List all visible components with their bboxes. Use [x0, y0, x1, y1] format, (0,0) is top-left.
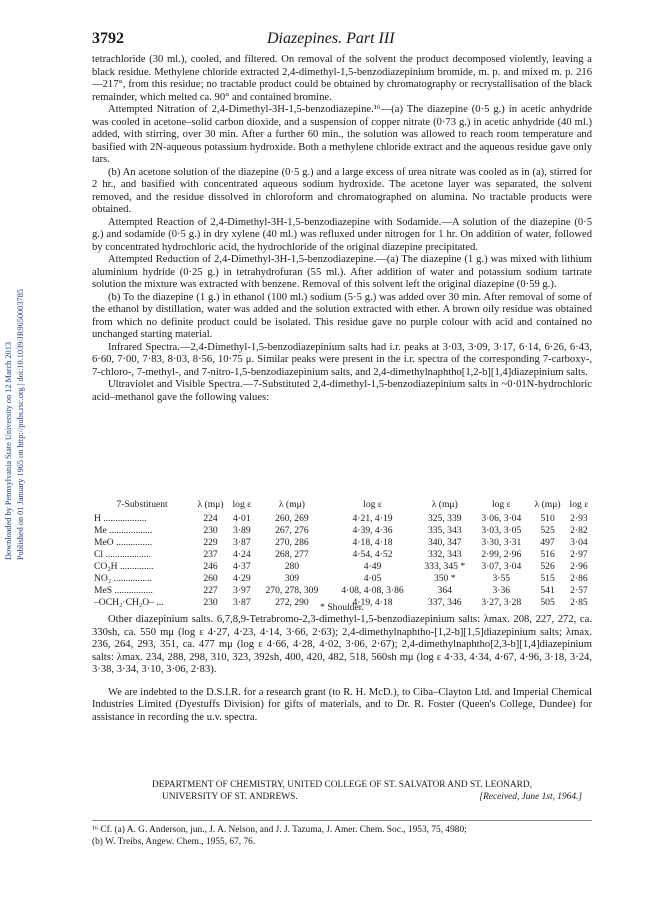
- value-cell: 332, 343: [427, 548, 462, 560]
- reference-item: ¹⁶ Cf. (a) A. G. Anderson, jun., J. A. Nelson, and J. J. Tazuma, J. Amer. Chem. Soc., 1953, 75, 4980;: [92, 825, 467, 835]
- value-cell: 4·08, 4·08, 3·86: [341, 584, 404, 596]
- value-cell: 3·30, 3·31: [481, 536, 522, 548]
- substituent-cell: MeS ................: [94, 584, 153, 596]
- value-cell: 337, 346: [427, 596, 462, 608]
- value-cell: 4·24: [233, 548, 251, 560]
- value-cell: 260, 269: [275, 512, 309, 524]
- table-row: [92, 560, 592, 572]
- value-cell: 505: [540, 596, 555, 608]
- value-cell: 268, 277: [275, 548, 309, 560]
- value-cell: 333, 345 *: [424, 560, 466, 572]
- value-cell: 2·57: [570, 584, 588, 596]
- value-cell: 515: [540, 572, 555, 584]
- value-cell: 4·29: [233, 572, 251, 584]
- value-cell: 4·05: [363, 572, 382, 584]
- value-cell: 4·21, 4·19: [352, 512, 393, 524]
- value-cell: 3·04: [570, 536, 588, 548]
- value-cell: 2·99, 2·96: [481, 548, 522, 560]
- value-cell: 2·82: [570, 524, 588, 536]
- closing-section: [92, 614, 592, 724]
- value-cell: 267, 276: [275, 524, 309, 536]
- publication-note[interactable]: Published on 01 January 1965 on http://pubs.rsc.org | doi:10.1039/JR9650003785: [16, 289, 25, 560]
- column-header: λ (mμ): [278, 498, 305, 510]
- value-cell: 525: [540, 524, 555, 536]
- substituent-cell: NO₂ ................: [94, 572, 152, 584]
- other-salts-paragraph: Other diazepinium salts. 6,7,8,9-Tetrabromo-2,3-dimethyl-1,5-benzodiazepinium salts: λmax. 208, 227, 272, ca. 330sh, ca. 550 mμ (log ε 4·27, 4·23, 4·14, 3·66, 2·63); 2,4-dimethylnaphtho-[1,2-b][1,5]diazepinium salts; λmax. 236, 264, 293, 351, ca. 477 mμ (log ε 4·66, 4·28, 4·02, 3·06, 2·67); 2,4-dimethylnaphtho[2,3-b][1,4]diazepinium salts: λmax. 234, 288, 298, 310, 323, 392sh, 400, 420, 482, 518, 560sh mμ (log ε 4·33, 4·34, 4·67, 4·96, 3·18, 3·24, 3·38, 3·34, 3·10, 3·06, 2·83).: [92, 614, 592, 675]
- value-cell: 270, 286: [275, 536, 309, 548]
- column-header: log ε: [569, 498, 589, 510]
- article-body: [92, 54, 592, 404]
- paragraph: Infrared Spectra.—2,4-Dimethyl-1,5-benzodiazepinium salts had i.r. peaks at 3·03, 3·09, 3·17, 6·14, 6·26, 6·43, 6·60, 7·00, 7·83, 8·03, 8·56, 10·75 μ. Similar peaks were present in the i.r. spectra of the corresponding 7-carboxy-, 7-chloro-, 7-methyl-, and 7-nitro-1,5-benzodiazepinium salts, and 2,4-dimethylnaphtho[1,2-b][1,4]diazepinium salts.: [92, 341, 592, 378]
- table-row: [92, 536, 592, 548]
- column-header: λ (mμ): [534, 498, 561, 510]
- value-cell: 516: [540, 548, 555, 560]
- acknowledgement: We are indebted to the D.S.I.R. for a research grant (to R. H. McD.), to Ciba–Clayton Ltd. and Imperial Chemical Industries Limited (Dyestuffs Division) for gifts of materials, and to Dr. R. Foster (Queen's College, Dundee) for assistance in recording the u.v. spectra.: [92, 686, 592, 723]
- value-cell: 230: [203, 596, 218, 608]
- uv-spectra-table: [92, 498, 592, 608]
- value-cell: 227: [203, 584, 218, 596]
- download-sidebar: [4, 220, 34, 560]
- column-header: λ (mμ): [431, 498, 458, 510]
- column-header: λ (mμ): [197, 498, 224, 510]
- value-cell: 237: [203, 548, 218, 560]
- value-cell: 340, 347: [427, 536, 462, 548]
- value-cell: 224: [203, 512, 218, 524]
- value-cell: 4·49: [363, 560, 382, 572]
- value-cell: 4·39, 4·36: [352, 524, 393, 536]
- value-cell: 325, 339: [427, 512, 462, 524]
- value-cell: 541: [540, 584, 555, 596]
- paragraph: tetrachloride (30 ml.), cooled, and filtered. On removal of the solvent the product decomposed violently, leaving a black residue. Methylene chloride extracted 2,4-dimethyl-1,5-benzodiazepinium bromide, m. p. and mixed m. p. 216—217°, from this residue; no tractable product could be obtained by chromatography or recrystallisation of the black remainder, which melted ca. 90° and contained bromine.: [92, 54, 592, 103]
- value-cell: 3·07, 3·04: [481, 560, 522, 572]
- value-cell: 364: [437, 584, 452, 596]
- paragraph: Attempted Reduction of 2,4-Dimethyl-3H-1,5-benzodiazepine.—(a) The diazepine (1 g.) was mixed with lithium aluminium hydride (0·25 g.) in tetrahydrofuran (55 ml.). After addition of water and potassium sodium tartrate solution the mixture was extracted with benzene. Removal of this solvent left the original diazepine (0·59 g.).: [92, 254, 592, 290]
- value-cell: 309: [284, 572, 300, 584]
- value-cell: 3·89: [233, 524, 251, 536]
- university-line-row: [92, 792, 592, 804]
- value-cell: 4·19, 4·18: [352, 596, 393, 608]
- value-cell: 3·97: [233, 584, 251, 596]
- table-body: [92, 512, 592, 608]
- value-cell: 260: [203, 572, 218, 584]
- substituent-cell: H ..................: [94, 512, 147, 524]
- value-cell: 272, 290: [275, 596, 309, 608]
- value-cell: 350 *: [433, 572, 456, 584]
- paragraph: (b) To the diazepine (1 g.) in ethanol (100 ml.) sodium (5·5 g.) was added over 30 min. After removal of some of the ethanol by distillation, water was added and the solution extracted with ether. A brown oily residue was obtained from which no definite product could be isolated. This residue gave no purple colour with acid and contained no unchanged starting material.: [92, 291, 592, 340]
- value-cell: 510: [540, 512, 555, 524]
- paragraph: Attempted Nitration of 2,4-Dimethyl-3H-1,5-benzodiazepine.¹⁶—(a) The diazepine (0·5 g.) in acetic anhydride was cooled in acetone–solid carbon dioxide, and a suspension of copper nitrate (0·73 g.) in acetic anhydride (40 ml.) added, with stirring, over 30 min. After a further 60 min., the solution was allowed to reach room temperature and basified with 2N-aqueous potassium hydroxide. Both a methylene chloride extract and the aqueous residue gave only tars.: [92, 104, 592, 165]
- value-cell: 2·85: [570, 596, 588, 608]
- paragraph: Ultraviolet and Visible Spectra.—7-Substituted 2,4-dimethyl-1,5-benzodiazepinium salts in ~0·01N-hydrochloric acid–methanol gave the following values:: [92, 379, 592, 403]
- substituent-cell: –OCH₂·CH₂O– ...: [94, 596, 164, 608]
- value-cell: 3·87: [233, 596, 251, 608]
- table-row: [92, 512, 592, 524]
- references: [92, 820, 592, 848]
- value-cell: 280: [284, 560, 300, 572]
- table-row: [92, 548, 592, 560]
- value-cell: 526: [540, 560, 555, 572]
- value-cell: 497: [540, 536, 555, 548]
- table-row: [92, 584, 592, 596]
- paragraph: (b) An acetone solution of the diazepine (0·5 g.) and a large excess of urea nitrate was cooled as in (a), stirred for 2 hr., and basified with concentrated aqueous sodium hydroxide. The acetone layer was separated, the solvent removed, and the residue dissolved in chloroform and chromatographed on alumina. No tractable products were obtained.: [92, 166, 592, 215]
- value-cell: 3·87: [233, 536, 251, 548]
- value-cell: 4·18, 4·18: [352, 536, 393, 548]
- reference-item: (b) W. Treibs, Angew. Chem., 1955, 67, 76.: [92, 836, 256, 847]
- references-rule: [92, 820, 592, 821]
- department-line: DEPARTMENT OF CHEMISTRY, UNITED COLLEGE OF ST. SALVATOR AND ST. LEONARD,: [151, 780, 533, 790]
- value-cell: 2·97: [570, 548, 588, 560]
- value-cell: 230: [203, 524, 218, 536]
- download-note[interactable]: Downloaded by Pennsylvania State University on 12 March 2013: [4, 342, 13, 560]
- value-cell: 4·54, 4·52: [352, 548, 393, 560]
- table-row: [92, 572, 592, 584]
- value-cell: 229: [203, 536, 218, 548]
- substituent-cell: MeO ...............: [94, 536, 153, 548]
- column-header: log ε: [232, 498, 252, 510]
- table-header-row: [92, 498, 592, 512]
- value-cell: 335, 343: [427, 524, 462, 536]
- substituent-cell: Me ..................: [94, 524, 153, 536]
- value-cell: 3·03, 3·05: [481, 524, 522, 536]
- value-cell: 4·01: [233, 512, 251, 524]
- value-cell: 3·06, 3·04: [481, 512, 522, 524]
- value-cell: 246: [203, 560, 218, 572]
- paragraph: Attempted Reaction of 2,4-Dimethyl-3H-1,5-benzodiazepine with Sodamide.—A solution of the diazepine (0·5 g.) and sodamide (0·5 g.) in dry xylene (40 ml.) was refluxed under nitrogen for 1 hr. On addition of water, followed by concentrated hydrochloric acid, the hydrochloride of the original diazepine precipitated.: [92, 216, 592, 253]
- value-cell: 3·55: [492, 572, 511, 584]
- page-number: 3792: [92, 30, 124, 47]
- column-header: log ε: [491, 498, 511, 510]
- value-cell: 2·96: [570, 560, 588, 572]
- column-header: log ε: [363, 498, 382, 510]
- received-date: [Received, June 1st, 1964.]: [479, 791, 582, 802]
- running-title: Diazepines. Part III: [267, 30, 395, 47]
- affiliation: [92, 780, 592, 804]
- value-cell: 270, 278, 309: [265, 584, 319, 596]
- value-cell: 3·27, 3·28: [481, 596, 522, 608]
- page-header: [92, 30, 592, 52]
- value-cell: 2·86: [570, 572, 588, 584]
- substituent-cell: CO₂H ..............: [94, 560, 154, 572]
- university-line: UNIVERSITY OF ST. ANDREWS.: [162, 791, 298, 802]
- value-cell: 2·93: [570, 512, 588, 524]
- substituent-cell: Cl ...................: [94, 548, 152, 560]
- column-header: 7-Substituent: [116, 498, 168, 510]
- value-cell: 3·36: [492, 584, 511, 596]
- value-cell: 4·37: [233, 560, 251, 572]
- table-row: [92, 524, 592, 536]
- table-footnote: * Shoulder.: [320, 602, 364, 613]
